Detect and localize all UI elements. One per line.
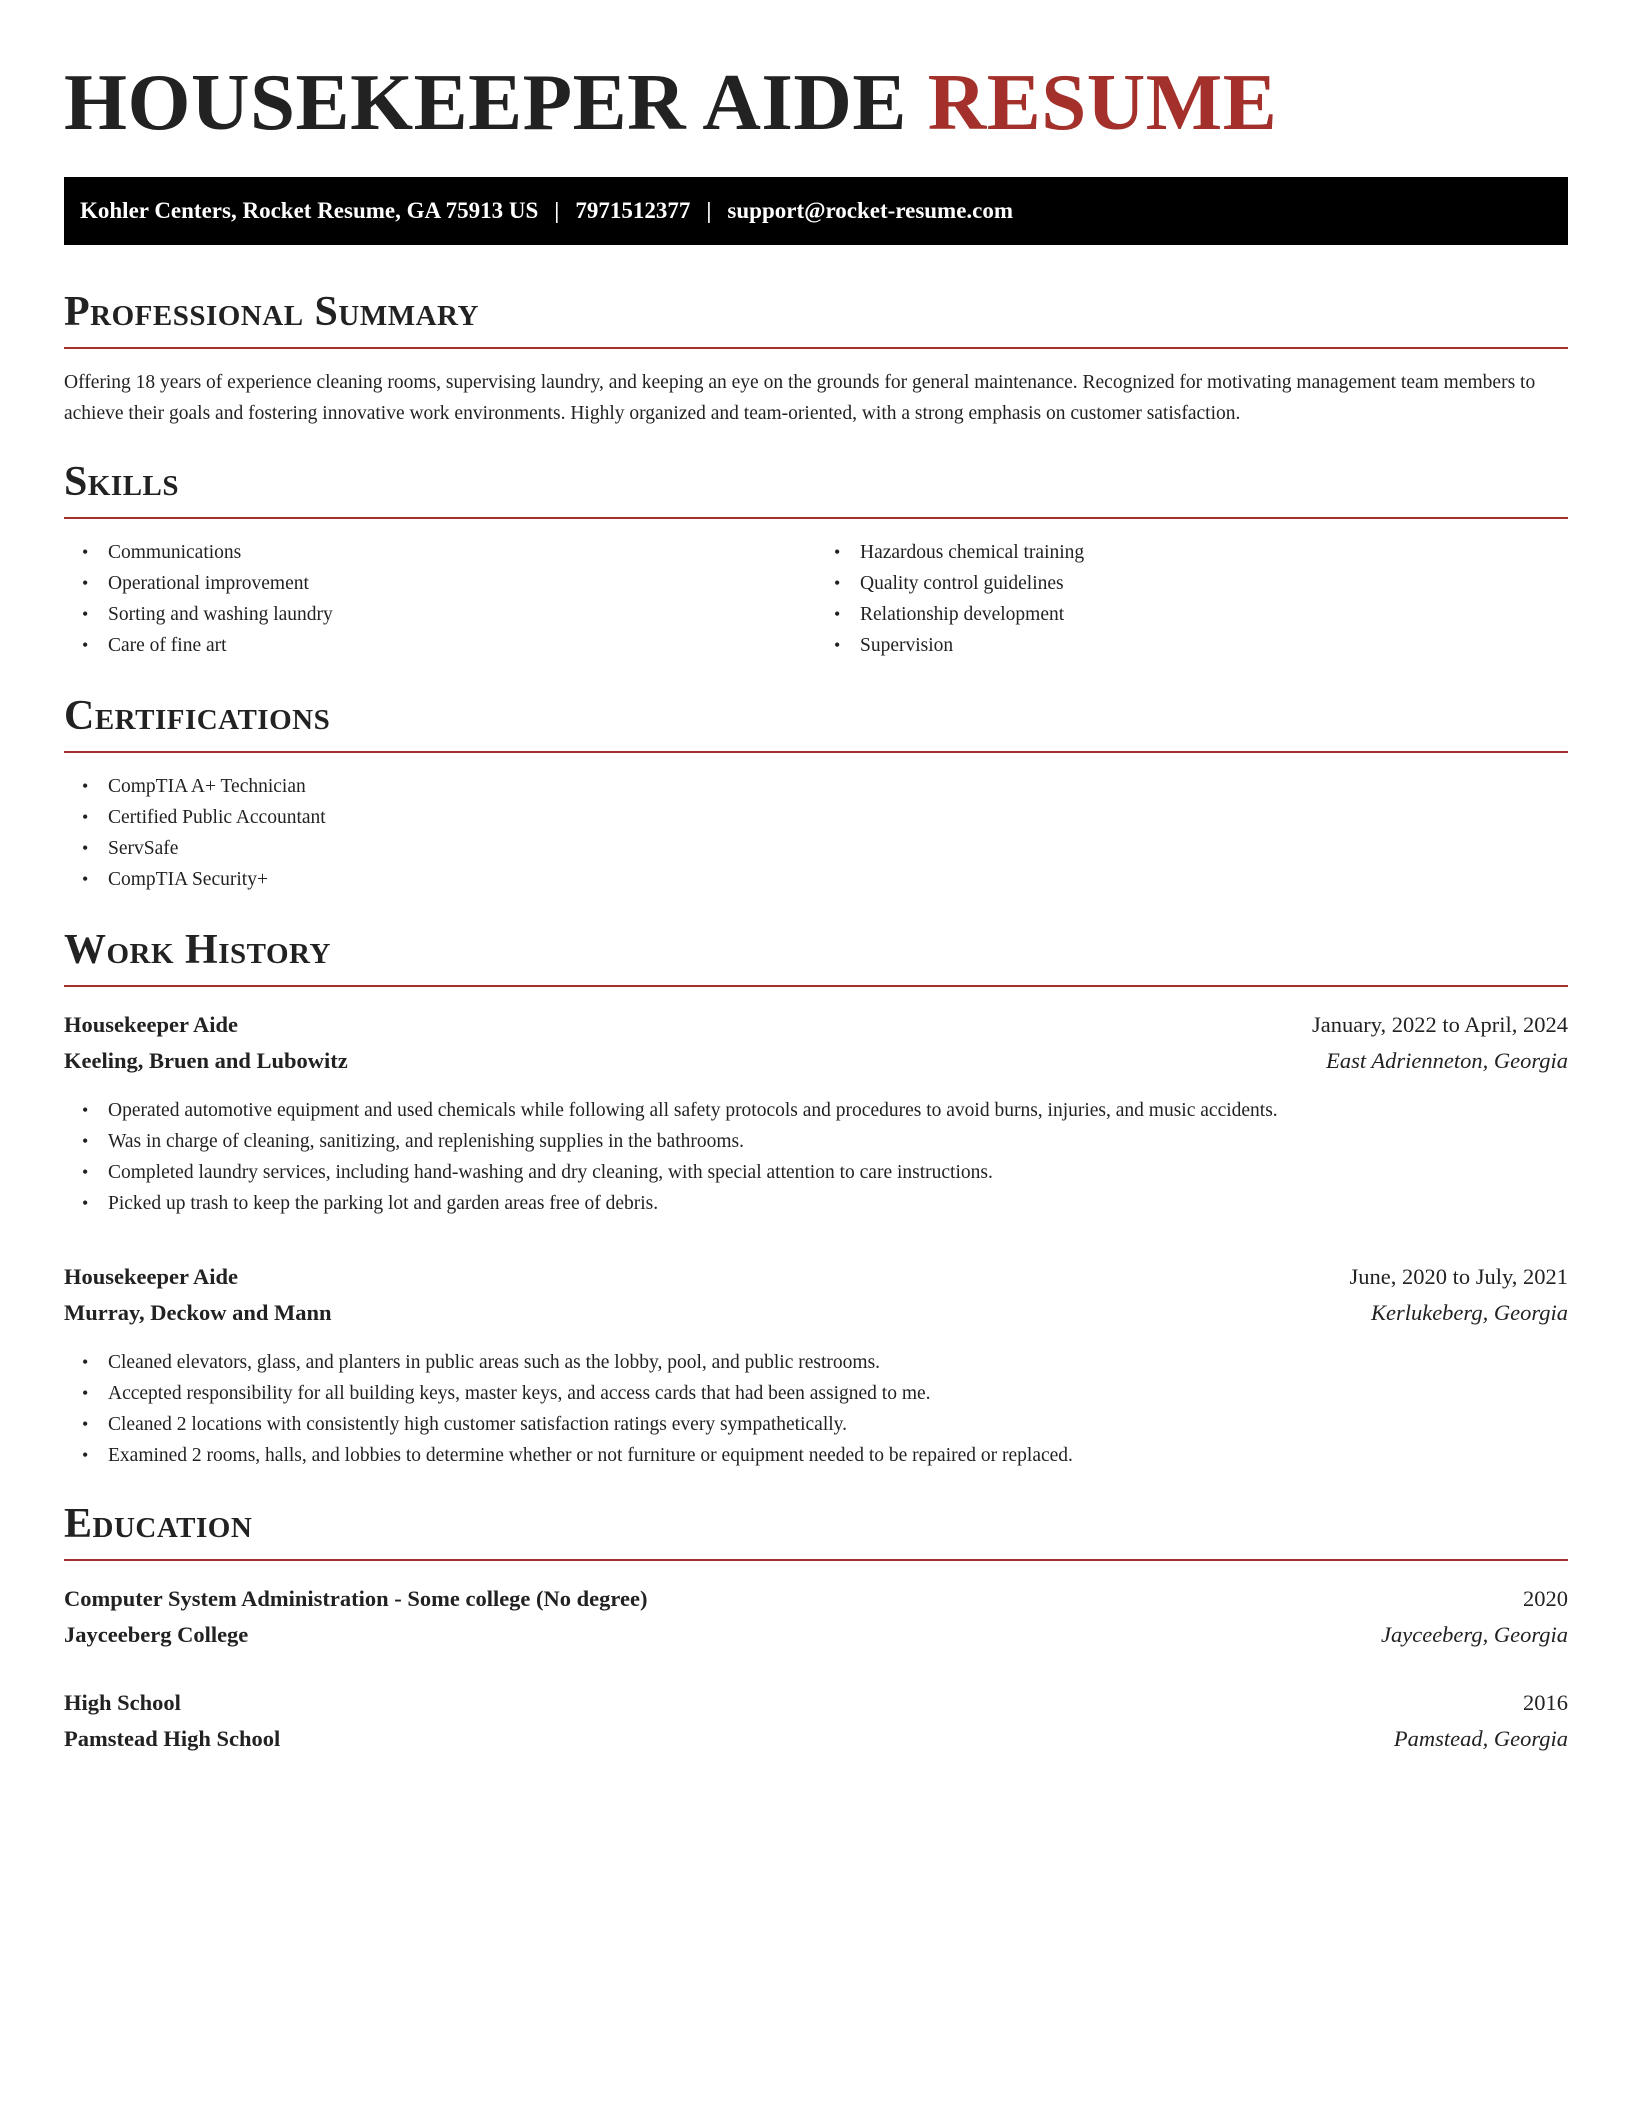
education-location: Pamstead, Georgia [1393,1726,1568,1751]
education-degree-row [64,1581,1568,1617]
contact-separator: | [706,198,712,223]
job-company: Murray, Deckow and Mann [64,1300,332,1325]
job-entry [64,1007,1568,1219]
job-bullet: • Cleaned 2 locations with consistently high customer satisfaction ratings every sympathetically. [108,1409,1568,1440]
job-company: Keeling, Bruen and Lubowitz [64,1048,348,1073]
skill-item: • Hazardous chemical training [860,537,1568,568]
job-title-row [64,1259,1568,1295]
work-history-heading: Work History [64,929,1568,987]
skills-section [64,461,1568,661]
skill-item: • Care of fine art [108,630,816,661]
skill-item: • Relationship development [860,599,1568,630]
summary-section [64,291,1568,429]
job-title: Housekeeper Aide [64,1264,238,1289]
skills-list-right [816,537,1568,661]
job-bullet: • Cleaned elevators, glass, and planters in public areas such as the lobby, pool, and public restrooms. [108,1347,1568,1378]
title-accent: RESUME [927,57,1278,147]
contact-separator: | [554,198,560,223]
title-main: HOUSEKEEPER AIDE [64,57,907,147]
skills-list-left [64,537,816,661]
education-degree-row [64,1685,1568,1721]
certification-item: • ServSafe [108,833,1568,864]
job-entry [64,1259,1568,1471]
education-entry [64,1685,1568,1757]
education-section [64,1503,1568,1757]
certifications-list [64,771,1568,895]
job-bullet: • Examined 2 rooms, halls, and lobbies to determine whether or not furniture or equipment needed to be repaired or replaced. [108,1440,1568,1471]
resume-title [64,57,1568,147]
job-company-row [64,1043,1568,1079]
job-bullet: • Accepted responsibility for all building keys, master keys, and access cards that had been assigned to me. [108,1378,1568,1409]
summary-text: Offering 18 years of experience cleaning rooms, supervising laundry, and keeping an eye on the grounds for general maintenance. Recognized for motivating management team members to achieve their goals and fostering innovative work environments. Highly organized and team-oriented, with a strong emphasis on customer satisfaction. [64,372,1536,424]
work-history-section [64,929,1568,1471]
job-location: East Adrienneton, Georgia [1326,1048,1568,1073]
education-degree: Computer System Administration - Some college (No degree) [64,1586,648,1611]
contact-email: support@rocket-resume.com [727,198,1014,223]
job-bullet: • Operated automotive equipment and used chemicals while following all safety protocols and procedures to avoid burns, injuries, and music accidents. [108,1095,1568,1126]
skills-heading: Skills [64,461,1568,519]
contact-address: Kohler Centers, Rocket Resume, GA 75913 US [80,198,539,223]
certifications-section [64,695,1568,895]
job-bullets [64,1347,1568,1471]
job-bullet: • Completed laundry services, including hand-washing and dry cleaning, with special attention to care instructions. [108,1157,1568,1188]
contact-bar [64,177,1568,245]
job-location: Kerlukeberg, Georgia [1370,1300,1568,1325]
job-title: Housekeeper Aide [64,1012,238,1037]
job-dates: January, 2022 to April, 2024 [1311,1012,1568,1037]
skill-item: • Sorting and washing laundry [108,599,816,630]
education-year: 2016 [1523,1690,1568,1715]
job-title-row [64,1007,1568,1043]
summary-heading: Professional Summary [64,291,1568,349]
education-degree: High School [64,1690,181,1715]
education-heading: Education [64,1503,1568,1561]
job-bullet: • Picked up trash to keep the parking lot and garden areas free of debris. [108,1188,1568,1219]
skill-item: • Quality control guidelines [860,568,1568,599]
job-company-row [64,1295,1568,1331]
certification-item: • CompTIA Security+ [108,864,1568,895]
skills-grid [64,537,1568,661]
education-school: Pamstead High School [64,1726,281,1751]
contact-phone: 7971512377 [575,198,691,223]
certification-item: • CompTIA A+ Technician [108,771,1568,802]
skill-item: • Operational improvement [108,568,816,599]
education-school: Jayceeberg College [64,1622,249,1647]
education-school-row [64,1617,1568,1653]
job-bullets [64,1095,1568,1219]
education-location: Jayceeberg, Georgia [1381,1622,1568,1647]
job-bullet: • Was in charge of cleaning, sanitizing, and replenishing supplies in the bathrooms. [108,1126,1568,1157]
education-entry [64,1581,1568,1653]
education-school-row [64,1721,1568,1757]
education-year: 2020 [1523,1586,1568,1611]
job-dates: June, 2020 to July, 2021 [1349,1264,1568,1289]
skill-item: • Supervision [860,630,1568,661]
skill-item: • Communications [108,537,816,568]
certification-item: • Certified Public Accountant [108,802,1568,833]
certifications-heading: Certifications [64,695,1568,753]
